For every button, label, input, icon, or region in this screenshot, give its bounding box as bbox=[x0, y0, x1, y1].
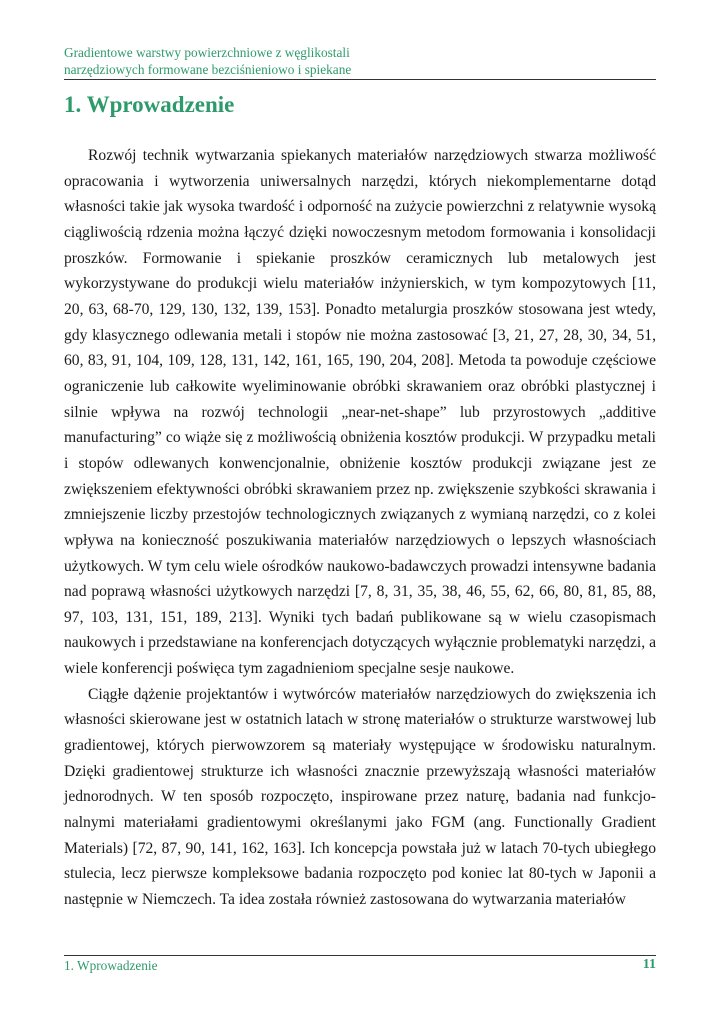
paragraph-1: Rozwój technik wytwarzania spiekanych materiałów narzędziowych stwarza możliwość opracowania i wytworzenia uniwersalnych narzędzi, których niekomplementarne dotąd własności takie jak wysoka twardość i odporność na zużycie powierzchni z relatywnie wysoką ciągliwością rdzenia można łączyć dzięki nowoczesnym metodom formowania i konsolidacji proszków. Formowanie i spiekanie proszków ceramicznych lub metalowych jest wykorzystywane do produkcji wielu materiałów inżynierskich, w tym kompozytowych [11, 20, 63, 68-70, 129, 130, 132, 139, 153]. Ponadto metalurgia proszków stosowana jest wtedy, gdy klasycznego odlewania metali i stopów nie można zastosować [3, 21, 27, 28, 30, 34, 51, 60, 83, 91, 104, 109, 128, 131, 142, 161, 165, 190, 204, 208]. Metoda ta powoduje częściowe ograniczenie lub całkowite wyeliminowanie obróbki skrawaniem oraz obróbki plastycznej i silnie wpływa na rozwój technologii „near-net-shape” lub przyrostowych „additive manufacturing” co wiąże się z możliwością obniżenia kosztów produkcji. W przypadku metali i stopów odlewanych konwencjonalnie, obniżenie kosztów produkcji związane jest ze zwiększeniem efektywności obróbki skrawaniem przez np. zwiększenie szybkości skrawania i zmniejszenie liczby przestojów technologicznych związanych z wymianą narzędzi, co z kolei wpływa na konieczność poszukiwania materiałów narzędziowych o lepszych własnościach użytkowych. W tym celu wiele ośrodków naukowo-badawczych prowadzi intensywne badania nad poprawą własności użytkowych narzędzi [7, 8, 31, 35, 38, 46, 55, 62, 66, 80, 81, 85, 88, 97, 103, 131, 151, 189, 213]. Wyniki tych badań publikowane są w wielu czasopismach naukowych i przedstawiane na konferencjach dotyczących wyłącznie problematyki narzędzi, a wiele konferencji poświęca tym zagadnieniom specjalne sesje naukowe. bbox=[64, 147, 656, 678]
running-header-line-1: Gradientowe warstwy powierzchniowe z węglikostali bbox=[64, 45, 350, 60]
running-header bbox=[64, 44, 656, 78]
paragraph-2: Ciągłe dążenie projektantów i wytwórców materiałów narzędziowych do zwiększenia ich własności skierowane jest w ostatnich latach w stronę materiałów o strukturze warstwowej lub gradientowej, których pierwowzorem są materiały występujące w środowisku naturalnym. Dzięki gradientowej strukturze ich własności znacznie przewyższają własności materiałów jednorodnych. W ten sposób rozpoczęto, inspirowane przez naturę, badania nad funkcjonalnymi materiałami gradientowymi określanymi jako FGM (ang. Functionally Gradient Materials) [72, 87, 90, 141, 162, 163]. Ich koncepcja powstała już w latach 70-tych ubiegłego stulecia, lecz pierwsze kompleksowe badania rozpoczęto pod koniec lat 80-tych w Japonii a następnie w Niemczech. Ta idea została również zastosowana do wytwarzania materiałów bbox=[64, 685, 656, 909]
footer-divider bbox=[64, 955, 656, 956]
footer-section-label: 1. Wprowadzenie bbox=[64, 958, 158, 973]
page-number: 11 bbox=[642, 957, 656, 972]
body-text bbox=[64, 143, 656, 913]
chapter-title: 1. Wprowadzenie bbox=[64, 92, 235, 117]
running-header-line-2: narzędziowych formowane bezciśnieniowo i spiekane bbox=[64, 62, 352, 77]
header-divider bbox=[64, 79, 656, 80]
